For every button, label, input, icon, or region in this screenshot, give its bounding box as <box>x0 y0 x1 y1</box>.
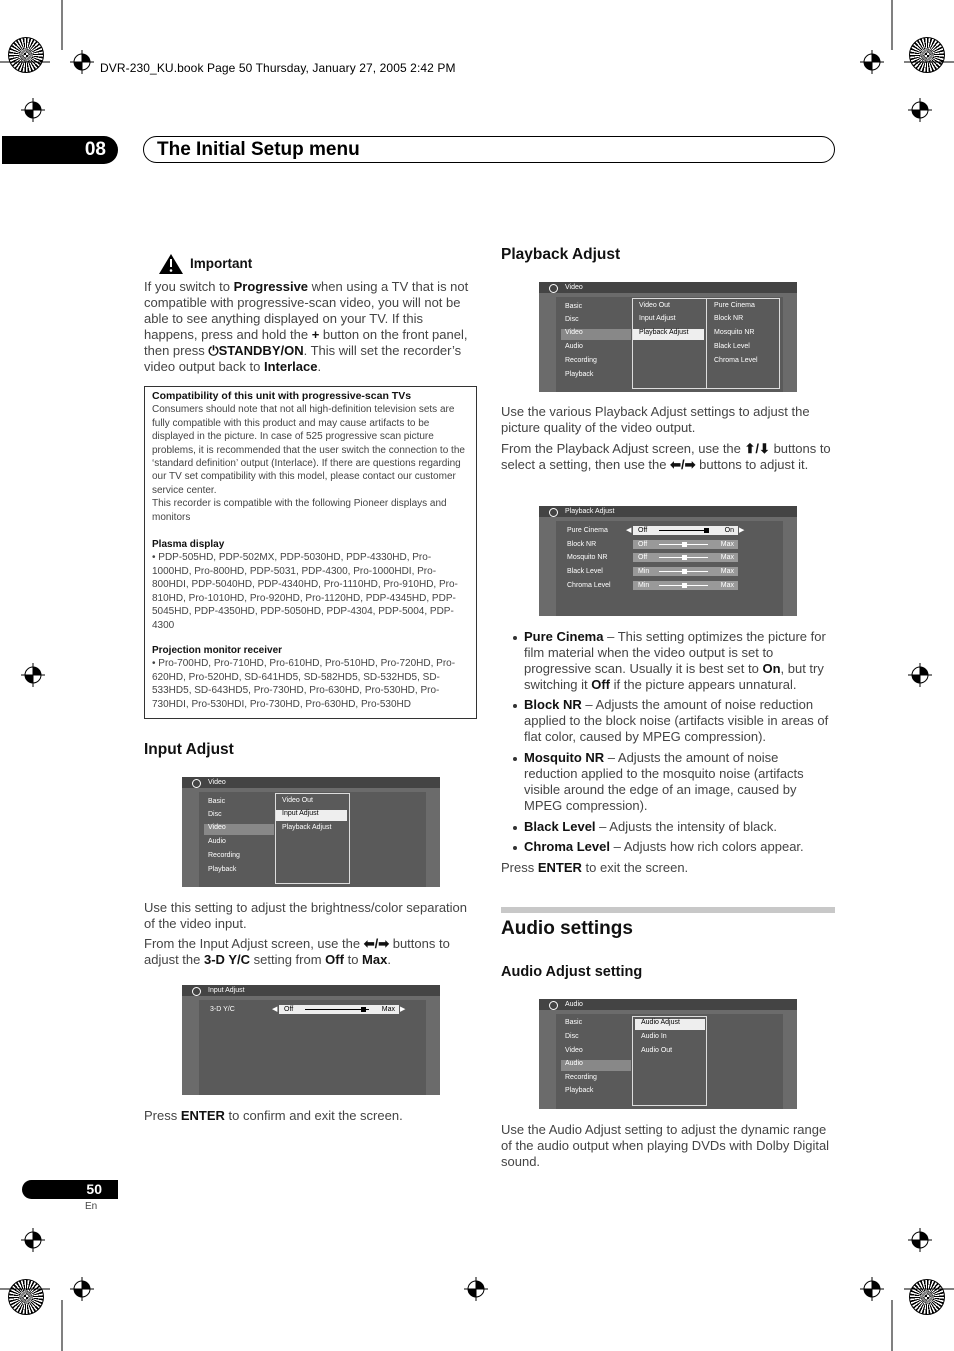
playback-adjust-desc1: Use the various Playback Adjust settings to adjust the picture quality of the video output. <box>501 404 810 435</box>
bullet-block-nr: Block NR – Adjusts the amount of noise reduction applied to the block noise (artifacts visible in areas of flat color, caused by MPEG compression). <box>524 697 829 744</box>
important-text: If you switch to Progressive when using a TV that is not compatible with progressive-scan video, you will not be able to see anything displayed on your TV. If this happens, press and hold the + button on the front panel, then press ⏻STANDBY/ON. This will set the recorder’s video output back to Interlace. <box>144 279 469 374</box>
projection-list: • Pro-700HD, Pro-710HD, Pro-610HD, Pro-510HD, Pro-720HD, Pro-620HD, Pro-520HD, SD-641HD5, SD-582HD5, SD-532HD5, SD-533HD5, SD-643HD5, Pro-730HD, Pro-630HD, Pro-530HD, Pro-730HDI, Pro-530HDI, Pro-730HD, Pro-630HD, Pro-530HD <box>152 658 456 710</box>
bullet-icon <box>513 636 517 640</box>
plasma-list: • PDP-505HD, PDP-502MX, PDP-5030HD, PDP-4330HD, Pro-1000HD, Pro-800HD, PDP-5031, PDP-4300, Pro-1000HDI, Pro-800HDI, PDP-5040HD, PDP-4340HD, Pro-1110HD, Pro-910HD, Pro-810HD, Pro-1010HD, Pro-920HD, Pro-1120HD, PDP-4345HD, PDP-5045HD, PDP-4350HD, PDP-5050HD, PDP-4304, PDP-5004, PDP-4300 <box>152 552 458 631</box>
audio-adjust-desc: Use the Audio Adjust setting to adjust the dynamic range of the audio output when playing DVDs with Dolby Digital sound. <box>501 1122 830 1169</box>
arrow-left-right-icon: ⬅/➡ <box>363 936 390 951</box>
playback-row-slider[interactable]: Min Max <box>633 567 738 576</box>
submenu-item[interactable]: Input Adjust <box>639 315 676 322</box>
menu-item[interactable]: Playback <box>565 1087 594 1094</box>
slider-3dyc[interactable]: Off Max <box>279 1005 399 1014</box>
submenu-item[interactable]: Playback Adjust <box>282 824 332 831</box>
menu-item[interactable]: Disc <box>208 811 222 818</box>
menu-item[interactable]: Video <box>561 329 631 340</box>
bullet-icon <box>513 826 517 830</box>
input-adjust-heading: Input Adjust <box>144 741 234 758</box>
playback-adjust-screen <box>539 506 797 616</box>
screen-titlebar: Video <box>539 282 797 293</box>
playback-row-slider[interactable]: Off Max <box>633 553 738 562</box>
menu-item[interactable]: Disc <box>565 316 579 323</box>
menu-item[interactable]: Playback <box>565 371 594 378</box>
video-menu-screen-playback <box>539 282 797 392</box>
bullet-chroma-level: Chroma Level – Adjusts how rich colors appear. <box>524 839 804 854</box>
bullet-pure-cinema: Pure Cinema – This setting optimizes the picture for film material when the video output is set to progressive scan. Usually it is best set to On, but try switching it Off if the picture appears unnatural. <box>524 629 826 692</box>
submenu-item[interactable]: Playback Adjust <box>633 329 704 340</box>
input-adjust-screen <box>182 985 440 1095</box>
page-number: 50 <box>22 1180 118 1199</box>
menu-item[interactable]: Audio <box>208 838 226 845</box>
slider-knob[interactable] <box>682 555 687 560</box>
playback-row-label: Block NR <box>567 540 597 548</box>
bullet-mosquito-nr: Mosquito NR – Adjusts the amount of noise reduction applied to the mosquito noise (artifacts visible around the edge of an image, caused by MPEG compression). <box>524 750 804 813</box>
playback-row-label: Pure Cinema <box>567 527 608 534</box>
menu-item[interactable]: Basic <box>565 1019 583 1026</box>
warning-icon <box>158 253 184 275</box>
menu-item[interactable]: Playback <box>208 866 237 873</box>
disc-icon <box>549 284 558 293</box>
menu-item[interactable]: Recording <box>565 1074 597 1081</box>
arrow-up-down-icon: ⬆/⬇ <box>744 441 770 456</box>
input-adjust-desc2: From the Input Adjust screen, use the ⬅/➡ buttons to adjust the 3-D Y/C setting from Off to Max. <box>144 936 450 967</box>
chapter-title: The Initial Setup menu <box>157 139 360 160</box>
audio-adjust-heading: Audio Adjust setting <box>501 964 643 980</box>
setting-label: 3-D Y/C <box>210 1006 235 1013</box>
compatibility-title: Compatibility of this unit with progressive-scan TVs <box>152 390 412 402</box>
section-divider <box>501 907 835 913</box>
menu-item[interactable]: Video <box>565 1047 583 1054</box>
screen-titlebar: Playback Adjust <box>539 506 797 517</box>
menu-item[interactable]: Recording <box>565 357 597 364</box>
audio-menu-screen <box>539 999 797 1109</box>
disc-icon <box>192 987 201 996</box>
projection-title: Projection monitor receiver <box>152 644 283 656</box>
slider-knob[interactable] <box>361 1007 366 1012</box>
slider-knob[interactable] <box>704 528 709 533</box>
menu-item[interactable]: Audio <box>561 1060 631 1071</box>
menu-item[interactable]: Basic <box>565 303 583 310</box>
slider-left-arrow-icon[interactable]: ◀ <box>272 1006 278 1013</box>
submenu-right-item[interactable]: Chroma Level <box>714 357 758 364</box>
screen-inner <box>199 1000 426 1095</box>
menu-item[interactable]: Disc <box>565 1033 579 1040</box>
important-label: Important <box>190 256 253 271</box>
submenu-right-item[interactable]: Block NR <box>714 315 744 322</box>
playback-row-slider[interactable]: Off Max <box>633 540 738 549</box>
compatibility-para1: Consumers should note that not all high-definition television sets are fully compatible with this product and may cause artifacts to be displayed in the picture. In case of 525 progressive scan picture problems, it is recommended that the user switch the connection to the ‘standard definition’ output (Interlace). If there are questions regarding our TV set compatibility with this model, please contact our customer service center. <box>152 404 465 496</box>
playback-row-label: Mosquito NR <box>567 554 608 562</box>
chapter-number: 08 <box>2 136 118 164</box>
audio-settings-heading: Audio settings <box>501 918 633 939</box>
page-language: En <box>85 1201 98 1212</box>
menu-item[interactable]: Recording <box>208 852 240 859</box>
disc-icon <box>549 508 558 517</box>
playback-adjust-desc2: From the Playback Adjust screen, use the ⬆/⬇ buttons to select a setting, then use the ⬅/➡ buttons to adjust it. <box>501 441 831 472</box>
slider-left-arrow-icon[interactable]: ◀ <box>626 527 632 534</box>
slider-knob[interactable] <box>682 569 687 574</box>
menu-item[interactable]: Audio <box>565 343 583 350</box>
slider-knob[interactable] <box>682 542 687 547</box>
bullet-icon <box>513 757 517 761</box>
bullet-black-level: Black Level – Adjusts the intensity of black. <box>524 819 777 834</box>
submenu-item[interactable]: Video Out <box>639 302 671 309</box>
bullet-icon <box>513 846 517 850</box>
menu-item[interactable]: Basic <box>208 798 226 805</box>
slider-right-arrow-icon[interactable]: ▶ <box>400 1006 406 1013</box>
input-adjust-press: Press ENTER to confirm and exit the screen. <box>144 1108 403 1123</box>
disc-icon <box>192 779 201 788</box>
video-menu-screen-input <box>182 777 440 887</box>
input-adjust-desc1: Use this setting to adjust the brightness/color separation of the video input. <box>144 900 468 931</box>
submenu-right-item[interactable]: Mosquito NR <box>714 329 755 336</box>
submenu-item[interactable]: Audio In <box>641 1033 667 1040</box>
arrow-left-right-icon: ⬅/➡ <box>670 457 696 472</box>
slider-knob[interactable] <box>682 583 687 588</box>
submenu-item[interactable]: Input Adjust <box>276 810 347 821</box>
playback-row-slider[interactable]: Off On <box>633 526 738 535</box>
screen-titlebar: Audio <box>539 999 797 1010</box>
playback-row-slider[interactable]: Min Max <box>633 581 738 590</box>
playback-adjust-heading: Playback Adjust <box>501 246 621 263</box>
slider-right-arrow-icon[interactable]: ▶ <box>739 527 745 534</box>
screen-titlebar: Input Adjust <box>182 985 440 996</box>
screen-titlebar: Video <box>182 777 440 788</box>
submenu-right-item[interactable]: Black Level <box>714 343 750 350</box>
playback-adjust-press: Press ENTER to exit the screen. <box>501 860 689 875</box>
submenu-right-item[interactable]: Pure Cinema <box>714 302 755 309</box>
compatibility-content <box>152 390 470 711</box>
disc-icon <box>549 1001 558 1010</box>
submenu-item[interactable]: Video Out <box>282 797 314 804</box>
file-header: DVR-230_KU.book Page 50 Thursday, January 27, 2005 2:42 PM <box>100 61 456 75</box>
compatibility-para2: This recorder is compatible with the following Pioneer displays and monitors <box>152 498 447 523</box>
plasma-title: Plasma display <box>152 539 225 551</box>
playback-row-label: Chroma Level <box>567 581 611 589</box>
menu-item[interactable]: Video <box>204 824 274 835</box>
power-icon: ⏻ <box>208 343 219 358</box>
submenu-item[interactable]: Audio Out <box>641 1047 673 1054</box>
bullet-icon <box>513 704 517 708</box>
submenu-item[interactable]: Audio Adjust <box>635 1019 705 1030</box>
playback-row-label: Black Level <box>567 568 603 576</box>
